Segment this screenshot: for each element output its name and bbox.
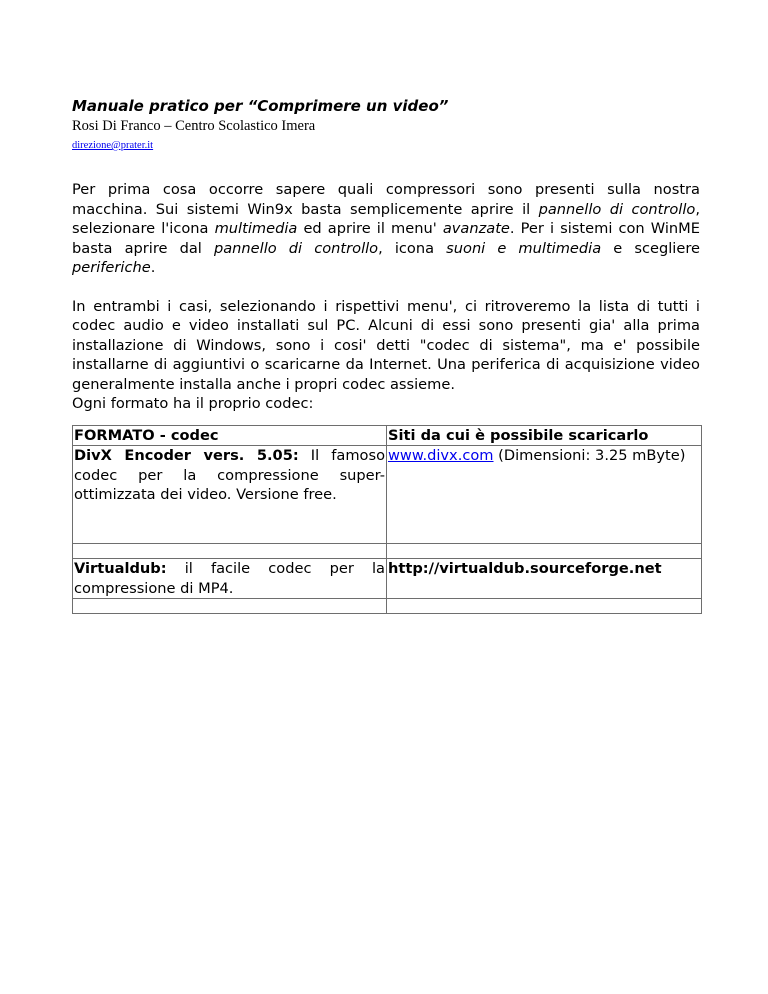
codec-cell — [73, 446, 387, 544]
text-run: ed aprire il menu' — [297, 220, 443, 237]
site-cell — [387, 559, 702, 599]
text-run: . — [150, 259, 156, 276]
italic-term: pannello di controllo — [213, 239, 379, 257]
header-sites: Siti da cui è possibile scaricarlo — [387, 425, 702, 446]
text-run: Per prima cosa occorre sapere quali compressori sono presenti sulla nostra macchina. Sui sistemi Win9x basta semplicemente aprire il — [72, 181, 700, 218]
codec-name: DivX Encoder vers. 5.05: — [74, 447, 299, 464]
italic-term: periferiche — [72, 259, 151, 276]
codec-description: Il famoso codec per la compressione super-ottimizzata dei video. Versione free. — [74, 447, 385, 503]
doc-title: Manuale pratico per “Comprimere un video” — [72, 97, 449, 115]
table-row — [73, 544, 702, 559]
file-size: (Dimensioni: 3.25 mByte) — [498, 447, 686, 464]
codec-name: Virtualdub: — [74, 560, 167, 577]
table-row — [73, 446, 702, 544]
text-run: . Per i sistemi con WinME basta aprire dal — [72, 220, 700, 257]
text-run: e scegliere — [601, 239, 700, 257]
table-row — [73, 599, 702, 614]
site-cell — [387, 446, 702, 544]
empty-cell — [73, 544, 387, 559]
italic-term: suoni e multimedia — [446, 239, 602, 257]
author-line: Rosi Di Franco – Centro Scolastico Imera — [72, 118, 316, 134]
email-link[interactable]: direzione@prater.it — [72, 140, 154, 151]
italic-term: multimedia — [214, 220, 298, 237]
table-header-row — [73, 425, 702, 446]
table-row — [73, 559, 702, 599]
codec-paragraph: In entrambi i casi, selezionando i rispettivi menu', ci ritroveremo la lista di tutti i codec audio e video installati sul PC. Alcuni di essi sono presenti gia' alla prima installazione di Windows, sono i cosi' detti "codec di sistema", ma e' possibile installarne di aggiuntivi o scaricarne da Internet. Una periferica di acquisizione video generalmente installa anche i propri codec assieme. — [72, 297, 700, 393]
codec-cell — [73, 559, 387, 599]
empty-cell — [387, 599, 702, 614]
codec-description: il facile codec per la compressione di MP4. — [74, 560, 385, 597]
text-run: , icona — [378, 239, 447, 257]
divx-link[interactable]: www.divx.com — [388, 447, 494, 464]
format-intro: Ogni formato ha il proprio codec: — [72, 395, 314, 412]
empty-cell — [387, 544, 702, 559]
document-page — [72, 96, 700, 614]
codec-table — [72, 425, 702, 615]
virtualdub-url[interactable]: http://virtualdub.sourceforge.net — [388, 560, 662, 577]
intro-paragraph — [72, 180, 700, 278]
italic-term: pannello di controllo — [538, 200, 696, 218]
header-format: FORMATO - codec — [73, 425, 387, 446]
empty-cell — [73, 599, 387, 614]
italic-term: avanzate — [442, 220, 510, 237]
text-run: , selezionare l'icona — [72, 200, 700, 237]
